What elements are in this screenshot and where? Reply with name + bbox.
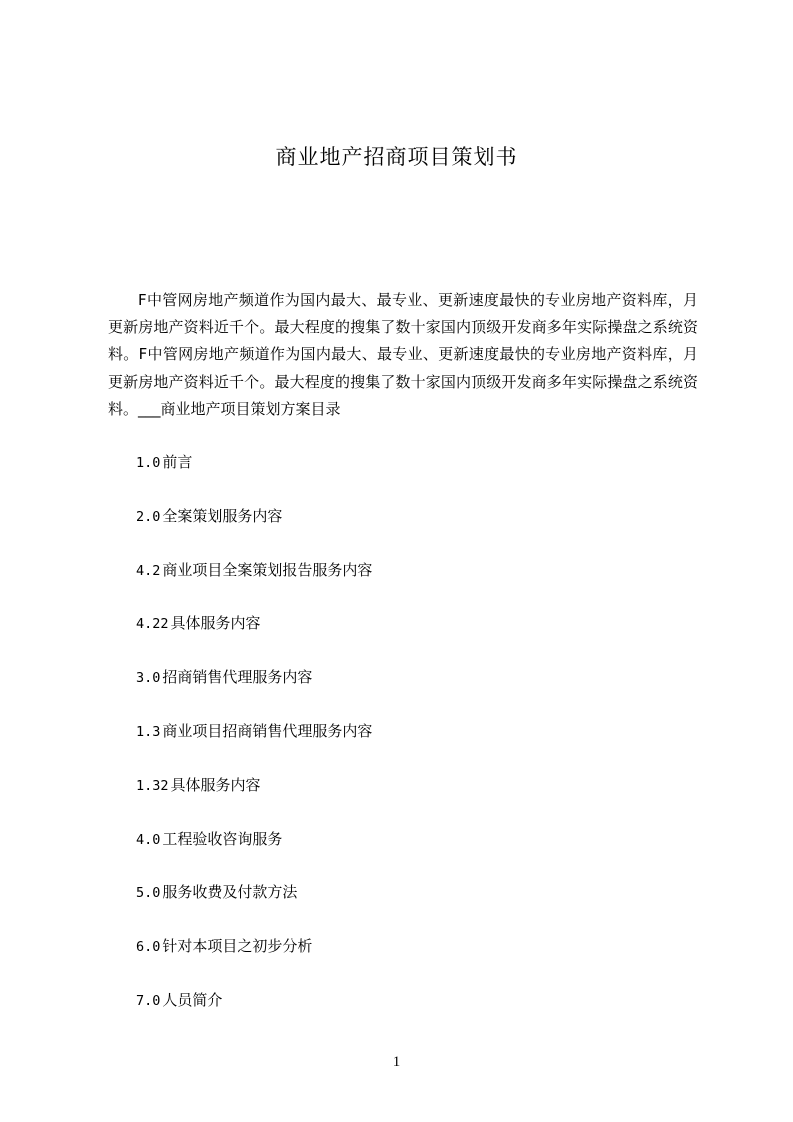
toc-item xyxy=(136,822,372,876)
toc-item-number: 3.0 xyxy=(136,670,161,687)
toc-item-number: 4.2 xyxy=(136,562,161,579)
toc-item xyxy=(136,553,372,607)
toc-item xyxy=(136,606,372,660)
toc-item-number: 2.0 xyxy=(136,508,161,525)
toc-item xyxy=(136,875,372,929)
toc-item xyxy=(136,445,372,499)
toc-item xyxy=(136,660,372,714)
toc-item-label: 全案策划服务内容 xyxy=(162,506,283,525)
toc-item-label: 商业项目招商销售代理服务内容 xyxy=(162,721,373,740)
toc-item-label: 服务收费及付款方法 xyxy=(162,883,298,902)
toc-item-label: 具体服务内容 xyxy=(170,614,261,633)
toc-item-number: 4.22 xyxy=(136,616,169,633)
toc-item-number: 1.3 xyxy=(136,723,161,740)
toc-item-number: 4.0 xyxy=(136,831,161,848)
toc-item-number: 7.0 xyxy=(136,992,161,1009)
toc-item-number: 5.0 xyxy=(136,885,161,902)
page-number: 1 xyxy=(392,1054,401,1070)
toc-item-label: 招商销售代理服务内容 xyxy=(162,668,313,687)
toc-item-label: 针对本项目之初步分析 xyxy=(162,937,313,956)
toc-item xyxy=(136,714,372,768)
toc-item-label: 商业项目全案策划报告服务内容 xyxy=(162,560,373,579)
toc-item-label: 工程验收咨询服务 xyxy=(162,829,283,848)
toc-item-number: 1.32 xyxy=(136,777,169,794)
toc-item-label: 具体服务内容 xyxy=(170,775,261,794)
table-of-contents xyxy=(136,445,372,1037)
toc-item xyxy=(136,768,372,822)
intro-paragraph: F中管网房地产频道作为国内最大、最专业、更新速度最快的专业房地产资料库，月更新房地产资料近千个。最大程度的搜集了数十家国内顶级开发商多年实际操盘之系统资料。F中管网房地产频道作为国内最大、最专业、更新速度最快的专业房地产资料库，月更新房地产资料近千个。最大程度的搜集了数十家国内顶级开发商多年实际操盘之系统资料。___商业地产项目策划方案目录 xyxy=(108,291,698,418)
document-title: 商业地产招商项目策划书 xyxy=(275,145,518,169)
toc-item-number: 1.0 xyxy=(136,455,161,471)
toc-item xyxy=(136,983,372,1037)
toc-item xyxy=(136,929,372,983)
toc-item-label: 人员简介 xyxy=(162,990,223,1009)
toc-item xyxy=(136,499,372,553)
toc-item-number: 6.0 xyxy=(136,939,161,956)
toc-item-label: 前言 xyxy=(162,453,193,471)
